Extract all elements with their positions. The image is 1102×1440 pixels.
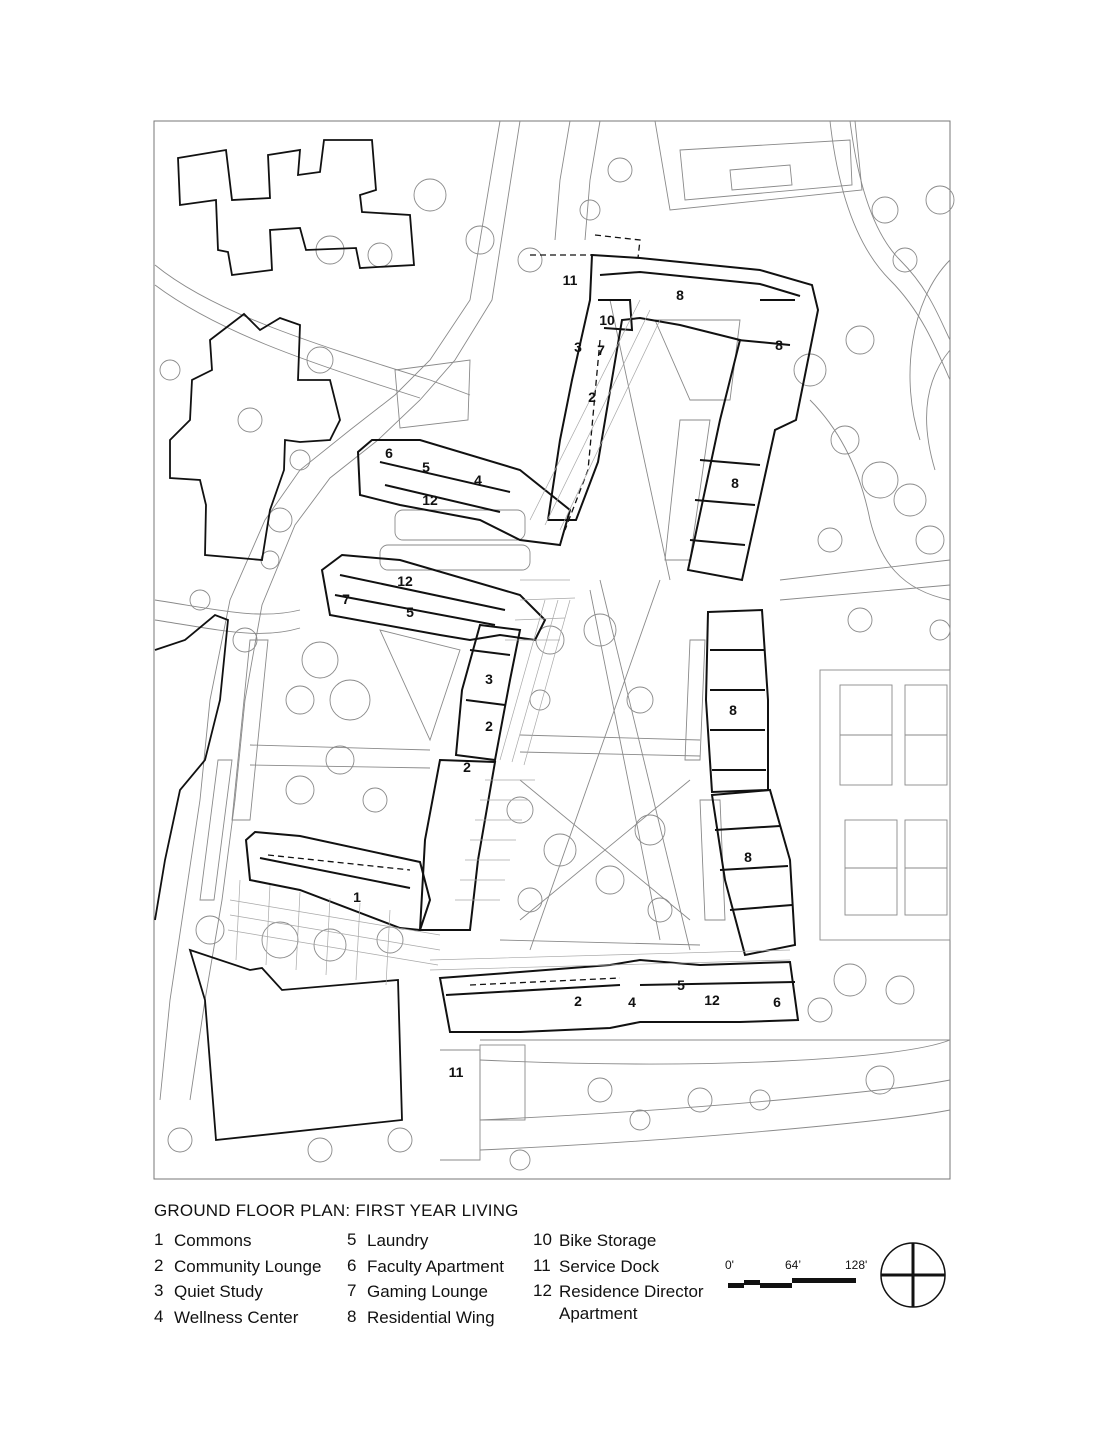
plan-label-8-east-lower: 8 — [744, 849, 752, 865]
legend-label: Wellness Center — [174, 1307, 299, 1327]
legend-column-3 — [533, 1230, 729, 1325]
plan-label-7-north: 7 — [597, 342, 605, 358]
legend-item — [347, 1256, 504, 1282]
legend-label: Quiet Study — [174, 1282, 263, 1301]
plan-label-5-west: 5 — [422, 459, 430, 475]
scale-label-zero: 0' — [725, 1258, 734, 1272]
neighbor-building-cross-south — [170, 314, 340, 560]
legend-label: Faculty Apartment — [367, 1256, 505, 1276]
legend-number: 7 — [347, 1281, 357, 1300]
plan-label-4-south: 4 — [628, 994, 636, 1010]
legend-label: Service Dock — [559, 1256, 660, 1276]
paving-grid — [228, 300, 790, 985]
legend-label: Commons — [174, 1231, 252, 1250]
legend-column-2 — [347, 1230, 504, 1332]
plan-labels — [342, 272, 783, 1080]
legend-number: 12 — [533, 1281, 552, 1300]
complex-walls — [246, 255, 818, 1032]
legend-item — [533, 1230, 729, 1256]
legend-item — [533, 1256, 729, 1282]
scale-label-end: 128' — [845, 1258, 868, 1272]
plan-label-10: 10 — [599, 312, 615, 328]
legend-number: 1 — [154, 1230, 164, 1249]
plan-label-6-south: 6 — [773, 994, 781, 1010]
plan-label-8-east-upper: 8 — [731, 475, 739, 491]
legend-number: 11 — [533, 1255, 551, 1275]
legend-item — [347, 1281, 504, 1307]
legend-number: 5 — [347, 1230, 357, 1249]
neighbor-building-cross-north — [178, 140, 414, 275]
plan-label-11-north: 11 — [562, 272, 578, 288]
legend-item — [154, 1256, 321, 1282]
legend-label: Bike Storage — [559, 1231, 657, 1250]
legend-item — [154, 1230, 321, 1256]
legend-label: Community Lounge — [174, 1256, 322, 1276]
legend-item — [347, 1230, 504, 1256]
trees — [160, 158, 954, 1170]
plan-label-12-south: 12 — [704, 992, 720, 1008]
plan-label-6-west: 6 — [385, 445, 393, 461]
plan-label-8-east-middle: 8 — [729, 702, 737, 718]
plan-label-2-north: 2 — [588, 389, 596, 405]
legend-item — [154, 1307, 321, 1333]
legend-label: Residence Director Apartment — [559, 1282, 704, 1323]
legend-label: Laundry — [367, 1231, 429, 1250]
scale-bar — [728, 1278, 856, 1288]
plan-label-7-middle: 7 — [342, 591, 350, 607]
plan-label-3-central: 3 — [485, 671, 493, 687]
plan-label-8-north: 8 — [676, 287, 684, 303]
plan-label-3-north: 3 — [574, 339, 582, 355]
plan-label-5-middle: 5 — [406, 604, 414, 620]
legend-item — [154, 1281, 321, 1307]
legend-number: 8 — [347, 1306, 357, 1326]
legend-number: 6 — [347, 1255, 357, 1275]
north-arrow — [881, 1243, 945, 1307]
legend-label: Gaming Lounge — [367, 1282, 488, 1301]
legend-number: 3 — [154, 1281, 164, 1300]
plan-label-12-west: 12 — [422, 492, 438, 508]
legend-item — [533, 1281, 729, 1325]
plan-label-5-south: 5 — [677, 977, 685, 993]
legend-item — [347, 1307, 504, 1333]
plan-label-2-central: 2 — [485, 718, 493, 734]
legend-number: 4 — [154, 1306, 164, 1326]
legend-column-1 — [154, 1230, 321, 1332]
plan-label-1-commons: 1 — [353, 889, 361, 905]
neighbor-buildings — [155, 140, 414, 1140]
plan-label-2-south: 2 — [574, 993, 582, 1009]
plan-caption: GROUND FLOOR PLAN: FIRST YEAR LIVING — [154, 1201, 519, 1220]
plan-label-4-west: 4 — [474, 472, 482, 488]
legend-label: Residential Wing — [367, 1307, 495, 1327]
legend-number: 10 — [533, 1230, 552, 1249]
plan-label-11-south: 11 — [448, 1064, 464, 1080]
legend-number: 2 — [154, 1255, 164, 1275]
plan-label-2-lower: 2 — [463, 759, 471, 775]
neighbor-building-southwest — [190, 950, 402, 1140]
plan-label-8-northeast: 8 — [775, 337, 783, 353]
scale-label-mid: 64’ — [785, 1258, 802, 1272]
plan-label-12-middle: 12 — [397, 573, 413, 589]
plan-frame — [154, 121, 950, 1179]
